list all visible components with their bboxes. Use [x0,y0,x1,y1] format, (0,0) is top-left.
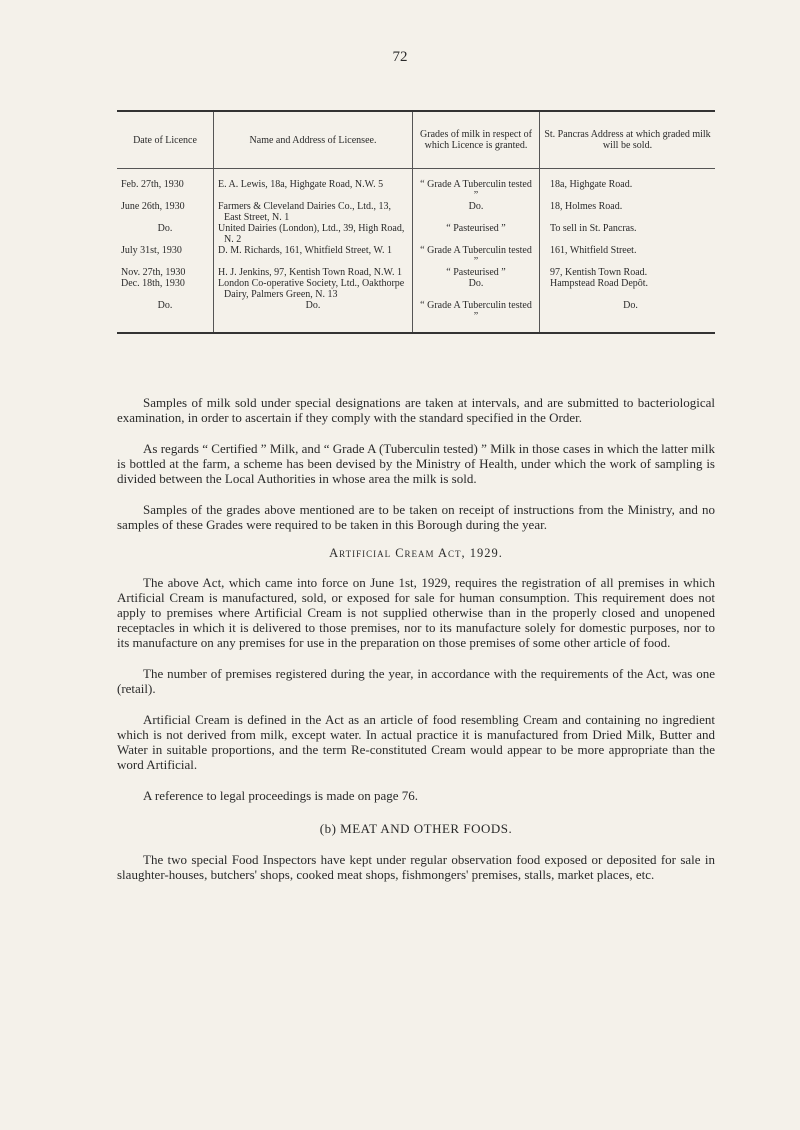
cell-date: July 31st, 1930 [121,245,182,256]
table-row [117,300,715,333]
paragraph: The above Act, which came into force on June 1st, 1929, requires the registration of all premises in which Artificial Cream is manufactured, sold, or exposed for sale for human consumption. This requirement does not apply to premises where Artificial Cream is not supplied otherwise than in the properly closed and unopened receptacles in which it is delivered to those premises, nor to its manufacture solely for domestic purposes, nor to its manufacture on any premises for use in the preparation on those premises of some other article of food. [117,575,715,650]
table-row [117,278,715,300]
table-row [117,201,715,223]
paragraph: A reference to legal proceedings is made on page 76. [143,788,419,803]
cell-address: 97, Kentish Town Road. [540,267,716,278]
paragraph: The number of premises registered during the year, in accordance with the requirements of the Act, was one (retail). [117,666,715,696]
table-header-row [117,111,715,169]
cell-name: Farmers & Cleveland Dairies Co., Ltd., 13, East Street, N. 1 [214,201,413,223]
cell-grade: “ Grade A Tuberculin tested ” [413,300,540,333]
cell-date: June 26th, 1930 [121,201,185,212]
section-heading-meat: (b) MEAT AND OTHER FOODS. [319,821,513,836]
cell-grade: “ Grade A Tuberculin tested ” [413,169,540,202]
body-text [117,395,715,882]
cell-name: United Dairies (London), Ltd., 39, High Road, N. 2 [214,223,413,245]
header-address: St. Pancras Address at which graded milk will be sold. [540,111,716,169]
cell-date: Do. [117,300,214,333]
cell-date: Feb. 27th, 1930 [121,179,184,190]
table-row [117,169,715,202]
cell-address: To sell in St. Pancras. [540,223,716,245]
cell-name: London Co-operative Society, Ltd., Oakthorpe Dairy, Palmers Green, N. 13 [214,278,413,300]
page-number: 72 [392,49,408,65]
cell-date: Do. [157,223,173,234]
cell-grade: Do. [413,201,540,223]
paragraph: As regards “ Certified ” Milk, and “ Grade A (Tuberculin tested) ” Milk in those cases in which the latter milk is bottled at the farm, a scheme has been devised by the Ministry of Health, under which the work of sampling is divided between the Local Authorities in whose area the milk is sold. [117,441,715,486]
paragraph: Artificial Cream is defined in the Act as an article of food resembling Cream and containing no ingredient which is not derived from milk, except water. In actual practice it is manufactured from Dried Milk, Butter and Water in suitable proportions, and the term Re-constituted Cream would appear to be more appropriate than the word Artificial. [117,712,715,772]
cell-address: Do. [540,300,716,333]
paragraph: Samples of the grades above mentioned are to be taken on receipt of instructions from the Ministry, and no samples of these Grades were required to be taken in this Borough during the year. [117,502,715,532]
section-heading-artificial-cream: Artificial Cream Act, 1929. [329,546,503,560]
cell-date: Nov. 27th, 1930 [121,267,186,278]
cell-name: E. A. Lewis, 18a, Highgate Road, N.W. 5 [214,169,413,202]
cell-name: D. M. Richards, 161, Whitfield Street, W. 1 [214,245,413,267]
cell-address: 161, Whitfield Street. [540,245,716,267]
paragraph: The two special Food Inspectors have kept under regular observation food exposed or deposited for sale in slaughter-houses, butchers' shops, cooked meat shops, fishmongers' premises, stalls, market places, etc. [117,852,715,882]
header-grade: Grades of milk in respect of which Licence is granted. [413,111,540,169]
cell-address: 18, Holmes Road. [540,201,716,223]
cell-address: Hampstead Road Depôt. [540,278,716,300]
table-row [117,267,715,278]
licence-table [117,110,715,334]
cell-name: H. J. Jenkins, 97, Kentish Town Road, N.W. 1 [214,267,413,278]
cell-date: Dec. 18th, 1930 [121,278,185,289]
table-row [117,245,715,267]
cell-grade: Do. [413,278,540,300]
table-row [117,223,715,245]
cell-grade: “ Pasteurised ” [413,267,540,278]
header-date: Date of Licence [117,111,214,169]
cell-name: Do. [214,300,413,333]
header-name: Name and Address of Licensee. [214,111,413,169]
cell-address: 18a, Highgate Road. [540,169,716,202]
paragraph: Samples of milk sold under special designations are taken at intervals, and are submitted to bacteriological examination, in order to ascertain if they comply with the standard specified in the Order. [117,395,715,425]
cell-grade: “ Pasteurised ” [413,223,540,245]
cell-grade: “ Grade A Tuberculin tested ” [413,245,540,267]
